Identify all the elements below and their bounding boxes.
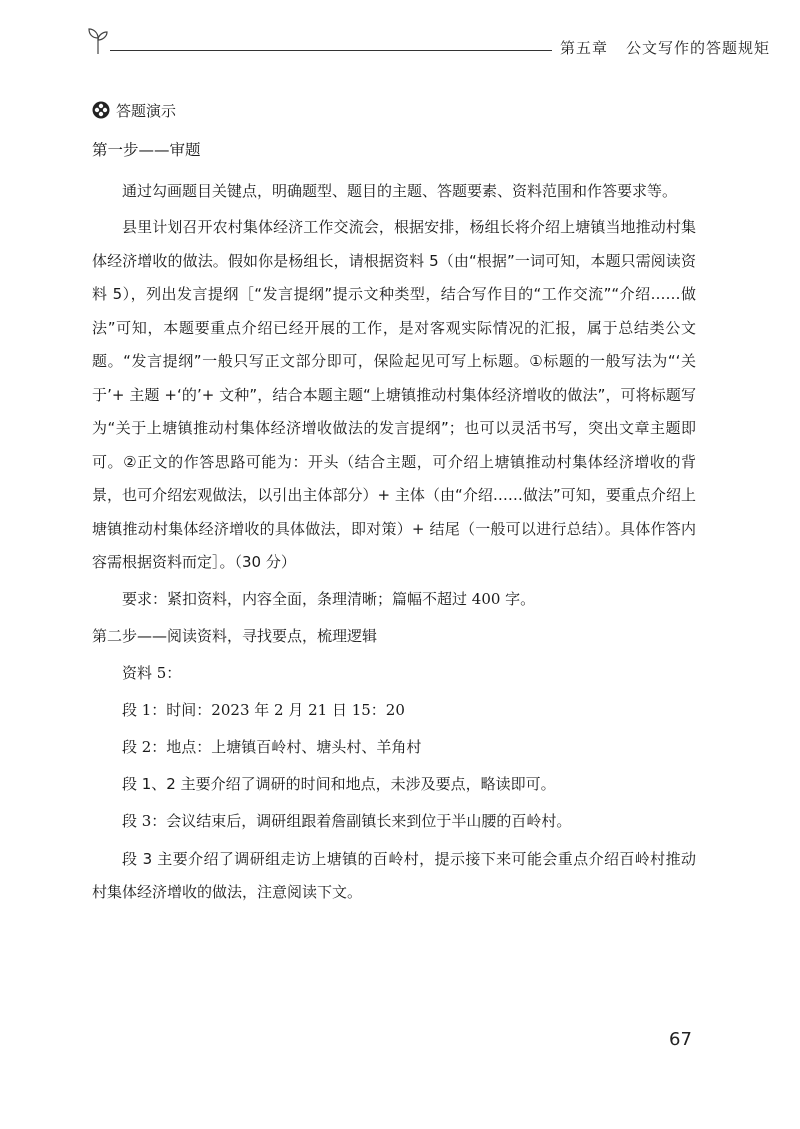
section-heading bbox=[92, 96, 696, 124]
page-number: 67 bbox=[669, 1029, 692, 1050]
step1-title: 第一步——审题 bbox=[92, 141, 201, 159]
step2-title: 第二步——阅读资料，寻找要点，梳理逻辑 bbox=[92, 626, 378, 645]
header-title bbox=[560, 37, 770, 58]
chapter-title: 公文写作的答题规矩 bbox=[626, 39, 771, 57]
flower-bullet-icon bbox=[92, 101, 110, 119]
header-rule bbox=[110, 50, 552, 51]
material-seg1: 段 1：时间：2023 年 2 月 21 日 15：20 bbox=[122, 700, 405, 719]
chapter-label: 第五章 bbox=[560, 39, 609, 57]
step1-intro: 通过勾画题目关键点，明确题型、题目的主题、答题要素、资料范围和作答要求等。 bbox=[122, 182, 678, 200]
sprout-leaf-icon bbox=[86, 26, 110, 56]
material-label: 资料 5： bbox=[122, 663, 182, 682]
page-header bbox=[86, 26, 771, 60]
material-seg2: 段 2：地点：上塘镇百岭村、塘头村、羊角村 bbox=[122, 737, 422, 756]
page-content bbox=[92, 96, 696, 914]
material-seg3: 段 3：会议结束后，调研组跟着詹副镇长来到位于半山腰的百岭村。 bbox=[122, 811, 572, 830]
step1-requirement: 要求：紧扣资料，内容全面，条理清晰；篇幅不超过 400 字。 bbox=[122, 589, 536, 608]
step1-question: 县里计划召开农村集体经济工作交流会，根据安排，杨组长将介绍上塘镇当地推动村集体经济增收的做法。假如你是杨组长，请根据资料 5（由“根据”一词可知，本题只需阅读资料 5），列出发言提纲［“发言提纲”提示文种类型，结合写作目的“工作交流”“介绍……做法”可知，本题要重点介绍已经开展的工作，是对客观实际情况的汇报，属于总结类公文题。“发言提纲”一般只写正文部分即可，保险起见可写上标题。①标题的一般写法为“‘关于’+ 主题 +‘的’+ 文种”，结合本题主题“上塘镇推动村集体经济增收的做法”，可将标题写为“关于上塘镇推动村集体经济增收做法的发言提纲”；也可以灵活书写，突出文章主题即可。②正文的作答思路可能为：开头（结合主题，可介绍上塘镇推动村集体经济增收的背景，也可介绍宏观做法，以引出主体部分）+ 主体（由“介绍……做法”可知，要重点介绍上塘镇推动村集体经济增收的具体做法，即对策）+ 结尾（一般可以进行总结）。具体作答内容需根据资料而定］。（30 分） bbox=[92, 218, 696, 571]
note-seg3: 段 3 主要介绍了调研组走访上塘镇的百岭村，提示接下来可能会重点介绍百岭村推动村集体经济增收的做法，注意阅读下文。 bbox=[92, 849, 696, 901]
note-seg12: 段 1、2 主要介绍了调研的时间和地点，未涉及要点，略读即可。 bbox=[122, 774, 556, 793]
section-title: 答题演示 bbox=[116, 101, 177, 120]
